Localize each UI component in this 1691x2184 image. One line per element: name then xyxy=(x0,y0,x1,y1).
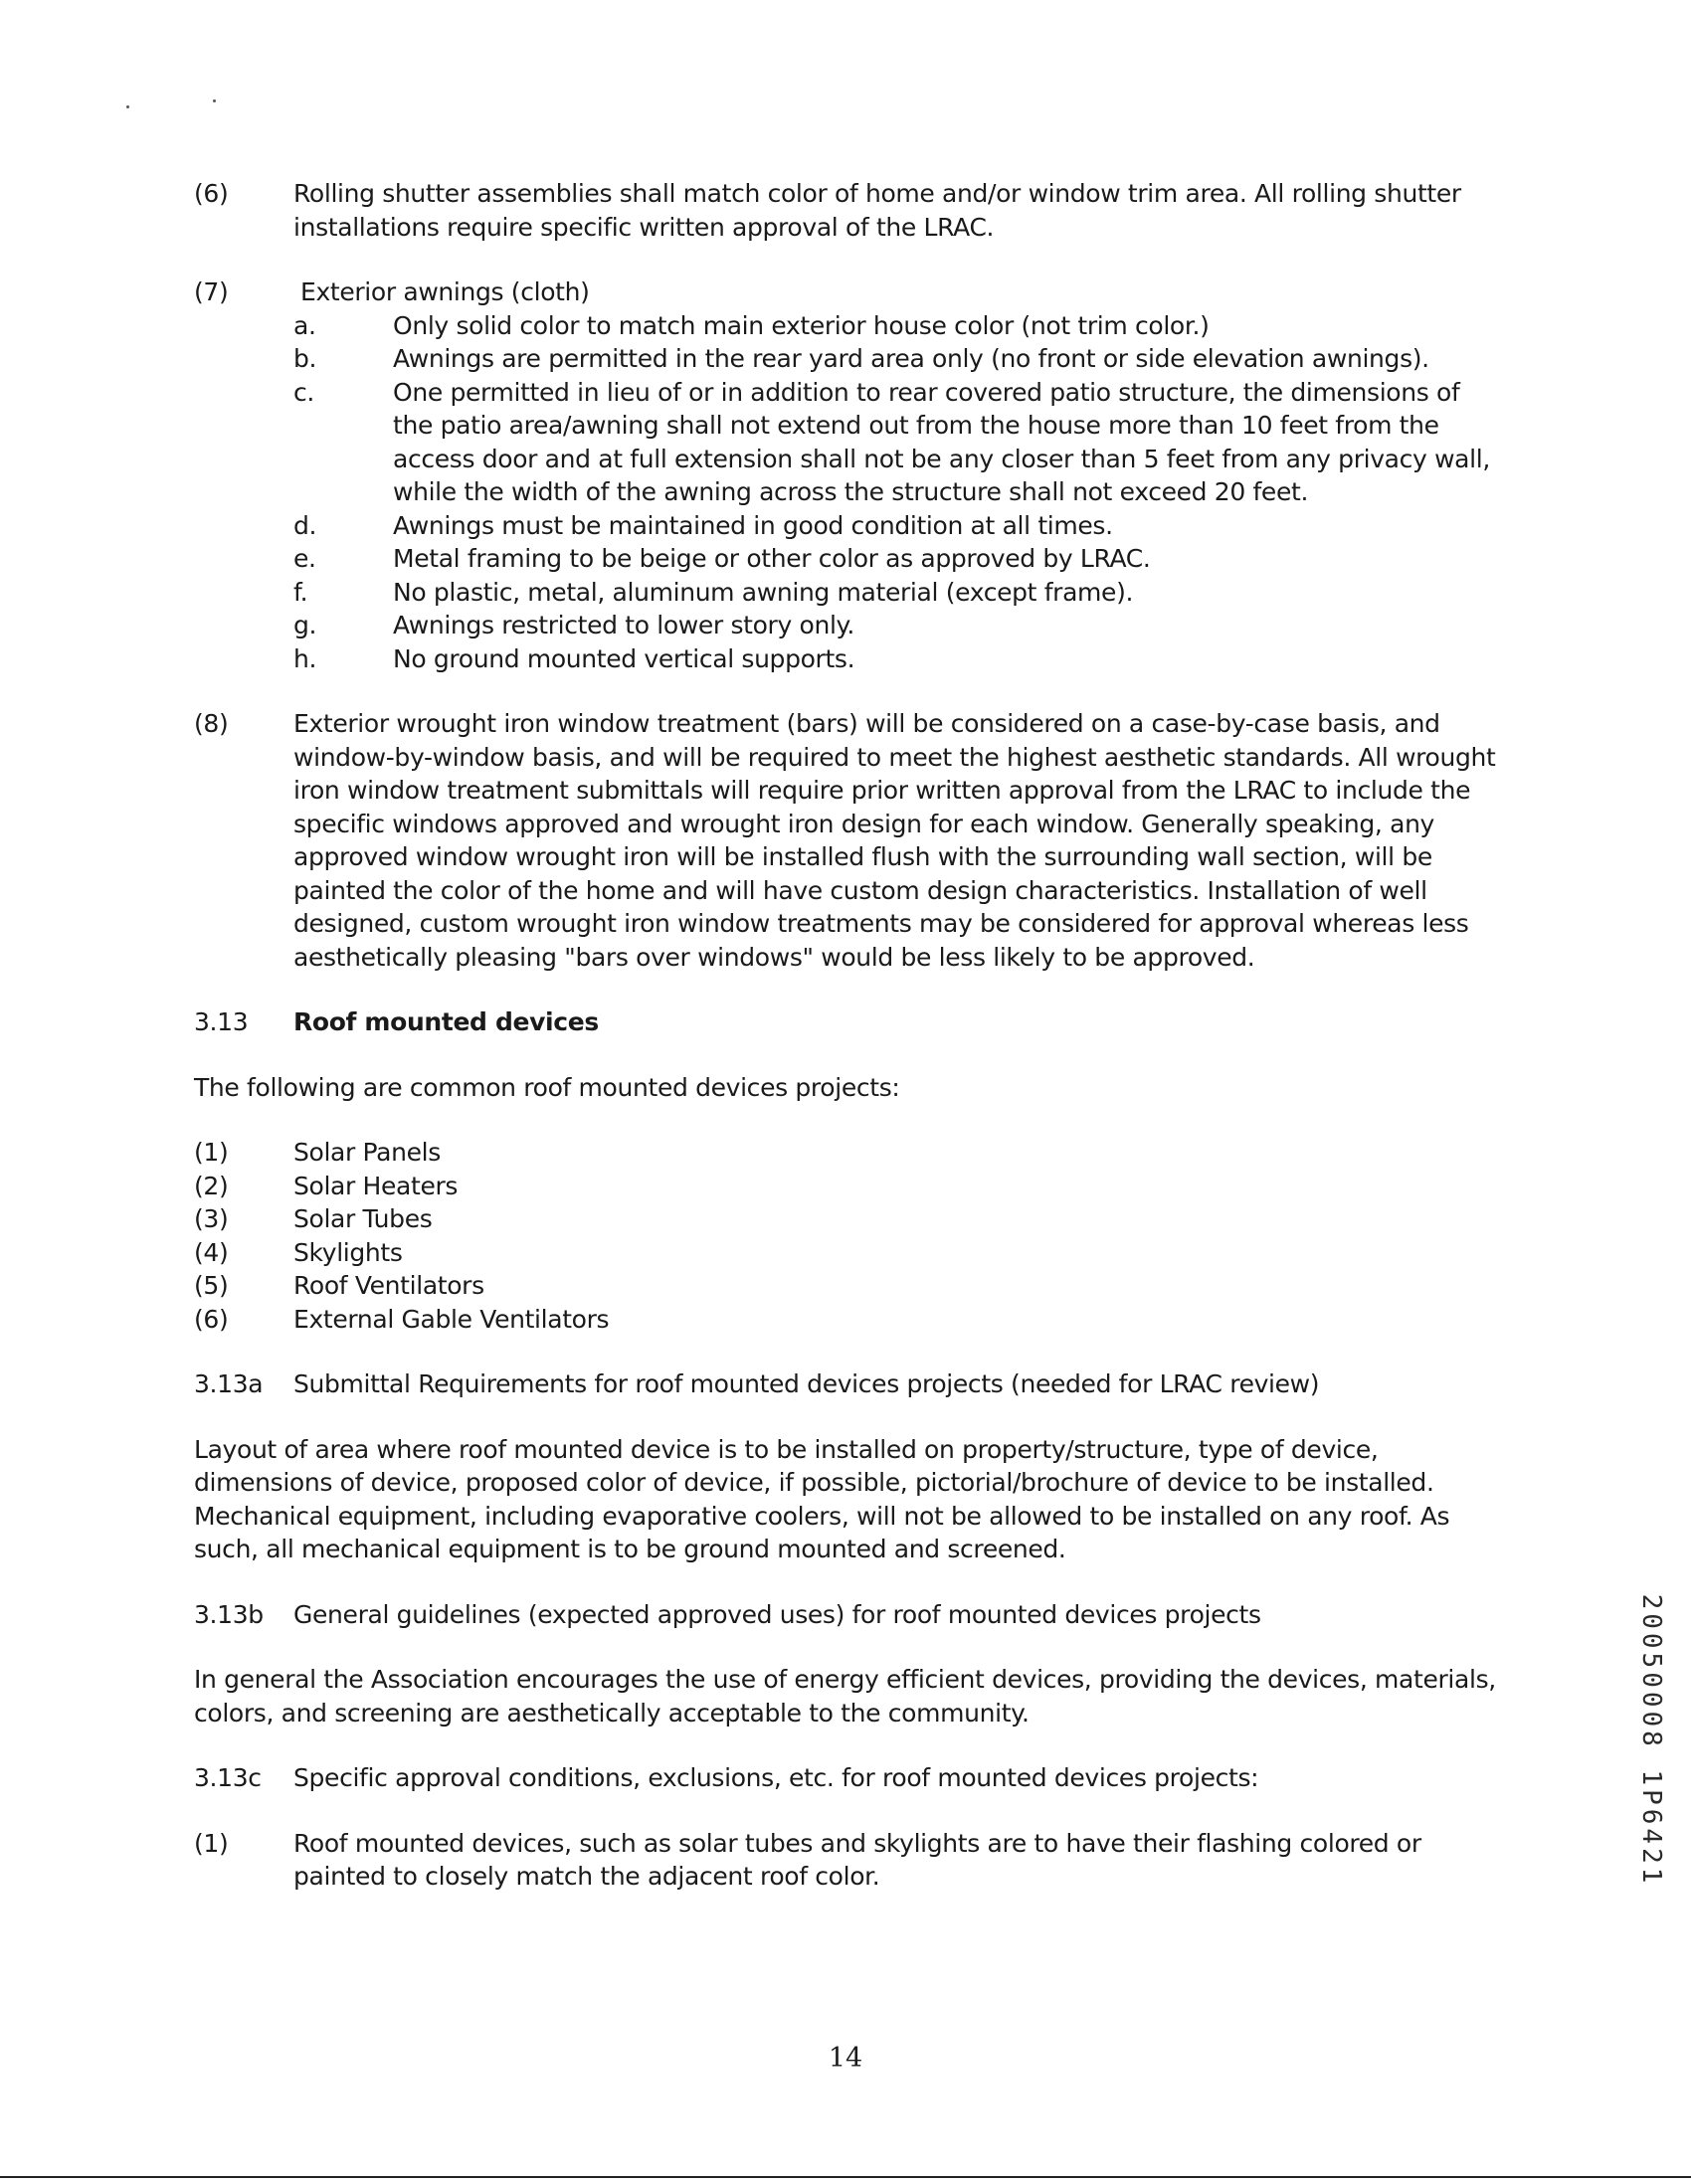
subitem-e xyxy=(293,542,1497,576)
item-text: Roof mounted devices, such as solar tubes and skylights are to have their flashing colored or painted to closely match the adjacent roof color. xyxy=(293,1828,1421,1891)
subitem-text: Awnings restricted to lower story only. xyxy=(393,611,855,639)
list-item xyxy=(194,1236,1497,1270)
subitem-c xyxy=(293,376,1497,509)
subitem-text: Metal framing to be beige or other color as approved by LRAC. xyxy=(393,544,1151,573)
subitem-b xyxy=(293,342,1497,376)
list-text: Solar Heaters xyxy=(293,1171,459,1200)
subsection-heading-a xyxy=(194,1367,1497,1401)
scan-speck xyxy=(213,99,216,102)
list-item xyxy=(194,1269,1497,1303)
list-item xyxy=(194,1136,1497,1170)
subitem-text: One permitted in lieu of or in addition to rear covered patio structure, the dimensions of the patio area/awning shall not extend out from the house more than 10 feet from the access door and at full extension shall not be any closer than 5 feet from any privacy wall, while the width of the awning across the structure shall not exceed 20 feet. xyxy=(393,377,1490,506)
item-text: Exterior wrought iron window treatment (bars) will be considered on a case-by-case basis, and window-by-window basis, and will be required to meet the highest aesthetic standards. All wrought iron window treatment submittals will require prior written approval from the LRAC to include the specific windows approved and wrought iron design for each window. Generally speaking, any approved window wrought iron will be installed flush with the surrounding wall section, will be painted the color of the home and will have custom design characteristics. Installation of well designed, custom wrought iron window treatments may be considered for approval whereas less aesthetically pleasing "bars over windows" would be less likely to be approved. xyxy=(293,709,1496,972)
subitem-f xyxy=(293,576,1497,610)
section-title: Roof mounted devices xyxy=(293,1007,599,1036)
stamp-text: 20050008 1P6421 xyxy=(1636,1593,1666,1888)
subsection-heading-c xyxy=(194,1761,1497,1795)
subitem-text: Only solid color to match main exterior house color (not trim color.) xyxy=(393,310,1210,340)
subitem-d xyxy=(293,509,1497,543)
item-number: (6) xyxy=(194,179,229,208)
list-text: External Gable Ventilators xyxy=(293,1304,610,1334)
list-number: (1) xyxy=(194,1138,229,1167)
subitem-label: f. xyxy=(293,577,308,607)
scan-speck xyxy=(126,105,129,108)
scan-border-line xyxy=(0,2176,1691,2178)
list-number: (4) xyxy=(194,1237,229,1267)
list-number: (6) xyxy=(194,1304,229,1334)
subitem-g xyxy=(293,609,1497,642)
subitem-label: g. xyxy=(293,611,317,639)
section-heading xyxy=(194,1005,1497,1039)
subsection-number: 3.13a xyxy=(194,1369,264,1398)
subitem-text: No plastic, metal, aluminum awning material (except frame). xyxy=(393,577,1134,607)
item-number: (1) xyxy=(194,1828,229,1858)
subitem-label: b. xyxy=(293,344,317,373)
list-item xyxy=(194,1170,1497,1203)
list-text: Solar Tubes xyxy=(293,1204,433,1233)
section-number: 3.13 xyxy=(194,1007,249,1036)
item-number: (7) xyxy=(194,277,229,306)
subitem-label: c. xyxy=(293,377,314,407)
page-number: 14 xyxy=(828,2043,863,2074)
subitem-label: e. xyxy=(293,544,316,573)
subsection-text: Layout of area where roof mounted device is to be installed on property/structure, type of device, dimensions of device, proposed color of device, if possible, pictorial/brochure of device to be installed. Mechanical equipment, including evaporative coolers, will not be allowed to be installed on any roof. As such, all mechanical equipment is to be ground mounted and screened. xyxy=(194,1434,1450,1563)
subsection-heading-b xyxy=(194,1598,1497,1632)
section-intro: The following are common roof mounted devices projects: xyxy=(194,1072,900,1102)
side-stamp xyxy=(1631,1593,1671,1888)
document-body xyxy=(194,177,1497,1925)
list-number: (3) xyxy=(194,1204,229,1233)
subsection-text: In general the Association encourages the use of energy efficient devices, providing the devices, materials, colors, and screening are aesthetically acceptable to the community. xyxy=(194,1665,1496,1728)
subitem-label: h. xyxy=(293,643,317,673)
list-text: Solar Panels xyxy=(293,1138,441,1167)
list-text: Skylights xyxy=(293,1237,403,1267)
subitem-text: Awnings are permitted in the rear yard area only (no front or side elevation awnings). xyxy=(393,344,1429,373)
subitem-a xyxy=(293,309,1497,343)
item-6-rolling-shutters xyxy=(194,177,1497,244)
item-7-awnings xyxy=(194,275,1497,675)
list-text: Roof Ventilators xyxy=(293,1271,484,1300)
list-item xyxy=(194,1202,1497,1236)
subitem-label: a. xyxy=(293,310,316,340)
item-content xyxy=(293,275,1497,675)
list-number: (5) xyxy=(194,1271,229,1300)
condition-item xyxy=(194,1827,1497,1894)
subsection-number: 3.13b xyxy=(194,1599,264,1629)
device-list xyxy=(194,1136,1497,1336)
list-item xyxy=(194,1303,1497,1337)
subitem-text: Awnings must be maintained in good condition at all times. xyxy=(393,510,1113,540)
subsection-title: General guidelines (expected approved uses) for roof mounted devices projects xyxy=(293,1599,1261,1629)
subsection-title: Specific approval conditions, exclusions, etc. for roof mounted devices projects: xyxy=(293,1763,1259,1792)
item-number: (8) xyxy=(194,709,229,738)
subitem-text: No ground mounted vertical supports. xyxy=(393,643,855,673)
list-number: (2) xyxy=(194,1171,229,1200)
item-text: Rolling shutter assemblies shall match color of home and/or window trim area. All rolling shutter installations require specific written approval of the LRAC. xyxy=(293,179,1461,242)
item-8-wrought-iron xyxy=(194,707,1497,974)
subsection-title: Submittal Requirements for roof mounted devices projects (needed for LRAC review) xyxy=(293,1369,1320,1398)
subitem-h xyxy=(293,642,1497,676)
subitem-label: d. xyxy=(293,510,317,540)
item-title: Exterior awnings (cloth) xyxy=(300,277,590,306)
subsection-number: 3.13c xyxy=(194,1763,262,1792)
